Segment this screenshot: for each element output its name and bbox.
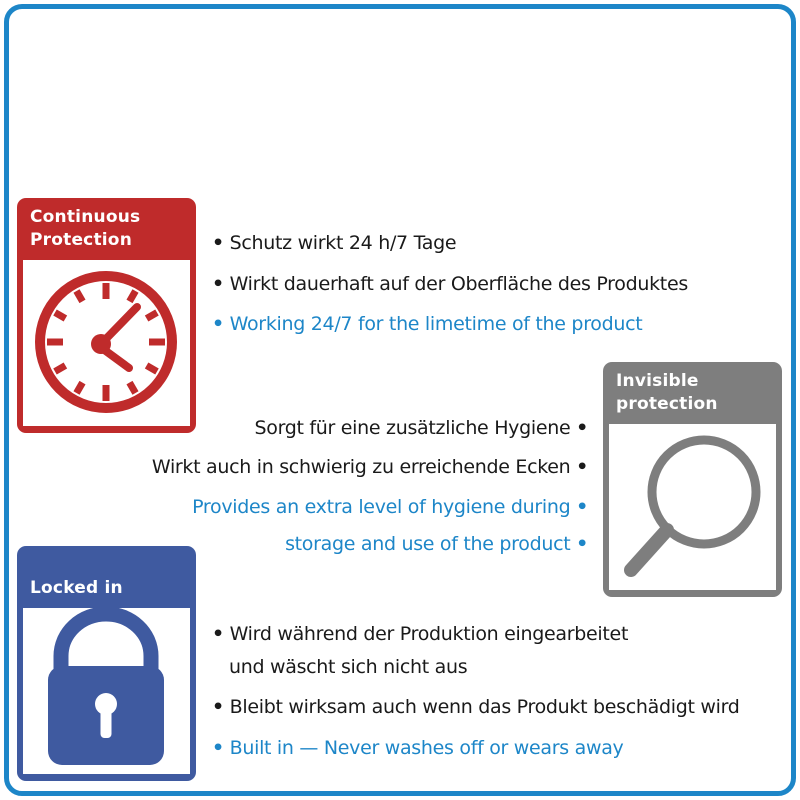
text: Wirkt dauerhaft auf der Oberfläche des Produktes (229, 273, 688, 295)
clock-icon (23, 260, 190, 426)
locked-en-line-1 (212, 736, 623, 760)
locked-de-line-1-continued: und wäscht sich nicht aus (229, 656, 468, 678)
text: Schutz wirkt 24 h/7 Tage (229, 232, 457, 254)
badge-title-line: Invisible (616, 371, 699, 391)
locked-in-title: Locked in (30, 578, 123, 598)
text: Sorgt für eine zusätzliche Hygiene (254, 417, 571, 439)
bullet: • (212, 273, 224, 295)
invisible-en-line-1 (192, 495, 588, 519)
invisible-protection-title (616, 370, 776, 416)
padlock-icon (23, 608, 190, 774)
text: Bleibt wirksam auch wenn das Produkt beschädigt wird (229, 696, 740, 718)
bullet: • (212, 313, 224, 335)
bullet: • (576, 533, 588, 555)
bullet: • (212, 232, 224, 254)
text: Working 24/7 for the limetime of the product (229, 313, 643, 335)
bullet: • (212, 623, 224, 645)
locked-in-badge (17, 546, 196, 781)
text: Built in — Never washes off or wears away (229, 737, 624, 759)
badge-title-line: Protection (30, 230, 132, 250)
invisible-de-line-1 (255, 416, 589, 440)
magnifier-icon (609, 424, 776, 590)
continuous-en-line-1 (212, 312, 642, 336)
locked-de-line-2 (212, 695, 740, 719)
bullet: • (576, 456, 588, 478)
locked-de-line-1 (212, 622, 628, 646)
invisible-de-line-2 (152, 455, 588, 479)
badge-title-line: Continuous (30, 207, 141, 227)
badge-icon-panel (23, 260, 190, 426)
continuous-de-line-1 (212, 231, 456, 255)
continuous-protection-badge (17, 198, 196, 433)
badge-icon-panel (609, 424, 776, 590)
bullet: • (576, 417, 588, 439)
badge-icon-panel (23, 608, 190, 774)
text: Provides an extra level of hygiene during (192, 496, 571, 518)
text: Wird während der Produktion eingearbeitet (229, 623, 629, 645)
invisible-protection-badge (603, 362, 782, 597)
bullet: • (576, 496, 588, 518)
text: storage and use of the product (285, 533, 571, 555)
badge-title-line: protection (616, 394, 718, 414)
bullet: • (212, 696, 224, 718)
invisible-en-line-2 (285, 532, 588, 556)
bullet: • (212, 737, 224, 759)
text: Wirkt auch in schwierig zu erreichende Ecken (151, 456, 571, 478)
continuous-de-line-2 (212, 272, 688, 296)
continuous-protection-title (30, 206, 190, 252)
